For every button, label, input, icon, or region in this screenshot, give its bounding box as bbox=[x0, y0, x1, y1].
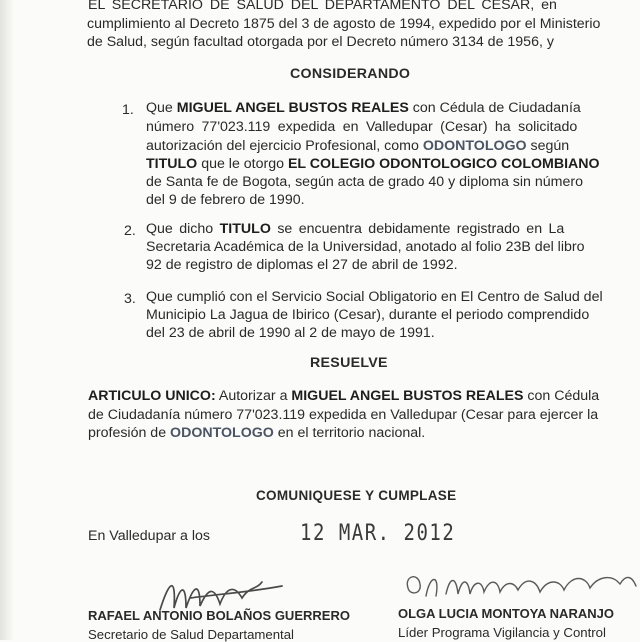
item-2-line-2: Secretaria Académica de la Universidad, anotado al folio 23B del libro bbox=[146, 239, 585, 255]
profession: ODONTOLOGO bbox=[422, 138, 527, 154]
right-signatory-name: OLGA LUCIA MONTOYA NARANJO bbox=[398, 606, 614, 621]
item-1-line-4: TITULO que le otorgo EL COLEGIO ODONTOLOGICO COLOMBIANO bbox=[146, 156, 600, 172]
item-1-line-6: del 9 de febrero de 1990. bbox=[146, 192, 305, 208]
scan-edge-shadow bbox=[0, 0, 14, 640]
item-3-line-3: del 23 de abril de 1990 al 2 de mayo de 1991. bbox=[146, 325, 435, 341]
place-line: En Valledupar a los bbox=[88, 528, 210, 544]
comuniquese-heading: COMUNIQUESE Y CUMPLASE bbox=[256, 488, 457, 503]
intro-line-1: EL SECRETARIO DE SALUD DEL DEPARTAMENTO DEL CESAR, en bbox=[88, 0, 557, 13]
item-2-line-1: Que dicho TITULO se encuentra debidamente registrado en La bbox=[146, 221, 565, 237]
item-3-line-1: Que cumplió con el Servicio Social Obligatorio en El Centro de Salud del bbox=[146, 289, 603, 305]
resolution-line-3: profesión de ODONTOLOGO en el territorio nacional. bbox=[88, 425, 426, 441]
intro-line-3: de Salud, según facultad otorgada por el Decreto número 3134 de 1956, y bbox=[87, 34, 554, 50]
resolution-line-1: ARTICULO UNICO: Autorizar a MIGUEL ANGEL BUSTOS REALES con Cédula bbox=[88, 388, 600, 404]
resuelve-heading: RESUELVE bbox=[310, 355, 388, 371]
item-2-line-3: 92 de registro de diplomas el 27 de abril de 1992. bbox=[146, 257, 458, 273]
considerando-heading: CONSIDERANDO bbox=[290, 66, 411, 82]
left-signature-block bbox=[88, 608, 350, 642]
item-1-line-2: número 77'023.119 expedida en Valledupar (Cesar) ha solicitado bbox=[146, 119, 578, 135]
intro-line-2: cumplimiento al Decreto 1875 del 3 de agosto de 1994, expedido por el Ministerio bbox=[87, 16, 601, 32]
right-signatory-role: Líder Programa Vigilancia y Control bbox=[398, 625, 606, 640]
item-1-line-1: Que MIGUEL ANGEL BUSTOS REALES con Cédula de Ciudadanía bbox=[146, 100, 581, 116]
left-signatory-role: Secretario de Salud Departamental bbox=[88, 627, 294, 642]
applicant-name: MIGUEL ANGEL BUSTOS REALES bbox=[176, 100, 409, 116]
item-3-line-2: Municipio La Jagua de Ibirico (Cesar), durante el periodo comprendido bbox=[146, 307, 590, 323]
item-1-number: 1. bbox=[122, 102, 134, 118]
profession-resolution: ODONTOLOGO bbox=[170, 425, 274, 441]
applicant-name-resolution: MIGUEL ANGEL BUSTOS REALES bbox=[291, 388, 524, 404]
institution-name: EL COLEGIO ODONTOLOGICO COLOMBIANO bbox=[287, 156, 600, 172]
left-signatory-name: RAFAEL ANTONIO BOLAÑOS GUERRERO bbox=[88, 608, 350, 623]
article-label: ARTICULO UNICO: bbox=[88, 388, 216, 404]
date-stamp: 12 MAR. 2012 bbox=[300, 520, 456, 546]
item-1-line-5: de Santa fe de Bogota, según acta de grado 40 y diploma sin número bbox=[146, 174, 583, 190]
item-1-line-3: autorización del ejercicio Profesional, como ODONTOLOGO según bbox=[146, 138, 570, 154]
resolution-line-2: de Ciudadanía número 77'023.119 expedida en Valledupar (Cesar para ejercer la bbox=[88, 407, 599, 423]
right-signature-scribble bbox=[400, 566, 640, 606]
right-signature-block bbox=[398, 606, 614, 640]
item-3-number: 3. bbox=[124, 291, 136, 307]
item-2-number: 2. bbox=[124, 223, 136, 239]
